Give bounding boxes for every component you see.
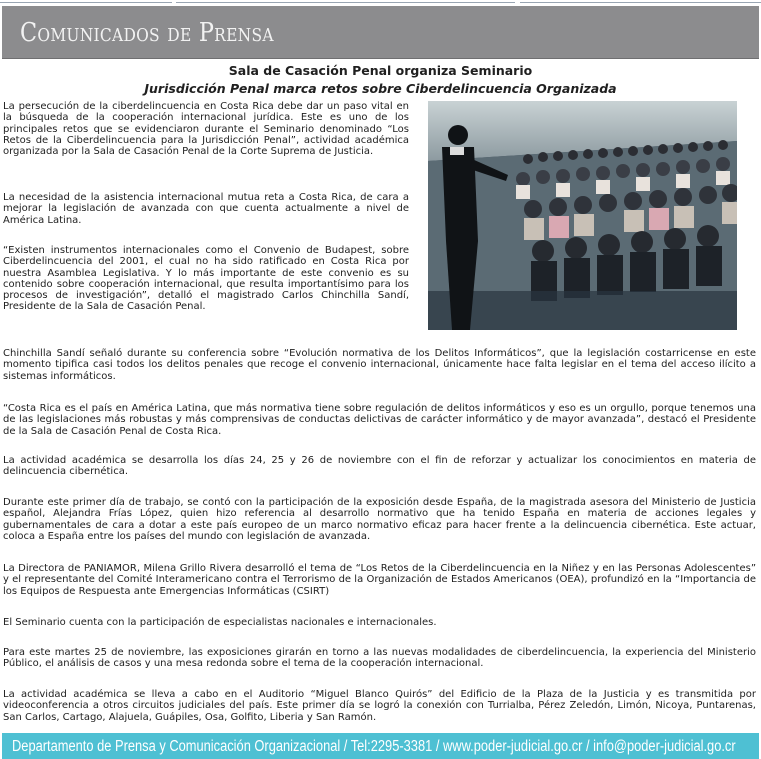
paragraph-11: La actividad académica se lleva a cabo en el Auditorio “Miguel Blanco Quirós” del Edificio de la Plaza de la Justicia y es transmitida por videoconferencia a otros circuitos judiciales del país. Este primer día se logró la conexión con Turrialba, Pérez Zeledón, Limón, Nicoya, Puntarenas, San Carlos, Cartago, Alajuela, Guápiles, Osa, Golfito, Liberia y San Ramón.	[3, 689, 756, 723]
banner-title: Comunicados de Prensa	[20, 18, 274, 48]
paragraph-3: “Existen instrumentos internacionales como el Convenio de Budapest, sobre Ciberdelincuencia del 2001, el cual no ha sido ratificado en Costa Rica por nuestra Asamblea Legislativa. Y lo más importante de este convenio es su contenido sobre cooperación internacional, que resulta importantísimo para los procesos de investigación”, detalló el magistrado Carlos Chinchilla Sandí, Presidente de la Sala de Casación Penal.	[3, 245, 409, 313]
paragraph-6: La actividad académica se desarrolla los días 24, 25 y 26 de noviembre con el fin de reforzar y actualizar los conocimientos en materia de delincuencia cibernética.	[3, 455, 756, 478]
paragraph-4: Chinchilla Sandí señaló durante su conferencia sobre “Evolución normativa de los Delitos Informáticos”, que la legislación costarricense en este momento tipifica casi todos los delitos penales que recoge el convenio internacional, únicamente hace falta legislar en el tema del acceso ilícito a sistemas informáticos.	[3, 348, 756, 382]
press-banner	[2, 6, 759, 59]
paragraph-1: La persecución de la ciberdelincuencia en Costa Rica debe dar un paso vital en la búsqueda de la cooperación internacional jurídica. Este es uno de los principales retos que se evidenciaron durante el Seminario denominado “Los Retos de la Ciberdelincuencia para la Jurisdicción Penal”, actividad académica organizada por la Sala de Casación Penal de la Corte Suprema de Justicia.	[3, 101, 409, 158]
top-tab-edge	[176, 0, 515, 3]
conference-photo	[428, 101, 737, 330]
paragraph-8: La Directora de PANIAMOR, Milena Grillo Rivera desarrolló el tema de “Los Retos de la Ciberdelincuencia en la Niñez y en las Personas Adolescentes” y el representante del Comité Interamericano contra el Terrorismo de la Organización de Estados Americanos (OEA), profundizó en la “Importancia de los Equipos de Respuesta ante Emergencias Informáticas (CSIRT)	[3, 563, 756, 597]
paragraph-10: Para este martes 25 de noviembre, las exposiciones girarán en torno a las nuevas modalidades de ciberdelincuencia, la experiencia del Ministerio Público, el análisis de casos y una mesa redonda sobre el tema de la cooperación internacional.	[3, 647, 756, 670]
contact-footer	[2, 733, 759, 759]
paragraph-2: La necesidad de la asistencia internacional mutua reta a Costa Rica, de cara a mejorar la legislación de avanzada con que cuenta actualmente a nivel de América Latina.	[3, 192, 409, 226]
paragraph-9: El Seminario cuenta con la participación de especialistas nacionales e internacionales.	[3, 617, 437, 628]
paragraph-7: Durante este primer día de trabajo, se contó con la participación de la exposición desde España, de la magistrada asesora del Ministerio de Justicia español, Alejandra Frías López, quien hizo referencia al desarrollo normativo que ha tenido España en materia de acciones legales y gubernamentales de cara a dotar a este país europeo de un marco normativo eficaz para hacer frente a la delincuencia cibernética. Este actuar, coloca a España entre los países del mundo con legislación de avanzada.	[3, 497, 756, 542]
top-tab-edge	[520, 0, 761, 3]
footer-contact-text: Departamento de Prensa y Comunicación Organizacional / Tel:2295-3381 / www.poder-judicial.go.cr / info@poder-judicial.go.cr	[12, 738, 736, 755]
headline-line-1: Sala de Casación Penal organiza Seminario	[228, 63, 533, 78]
headline-line-2: Jurisdicción Penal marca retos sobre Ciberdelincuencia Organizada	[144, 81, 617, 96]
top-tab-edge	[0, 0, 172, 3]
paragraph-5: “Costa Rica es el país en América Latina, que más normativa tiene sobre regulación de delitos informáticos y eso es un orgullo, porque tenemos una de las legislaciones más robustas y más comprensivas de conductas delictivas de carácter informático y de mayor avanzada”, destacó el Presidente de la Sala de Casación Penal de Costa Rica.	[3, 403, 756, 437]
top-tab-strip	[0, 0, 761, 3]
